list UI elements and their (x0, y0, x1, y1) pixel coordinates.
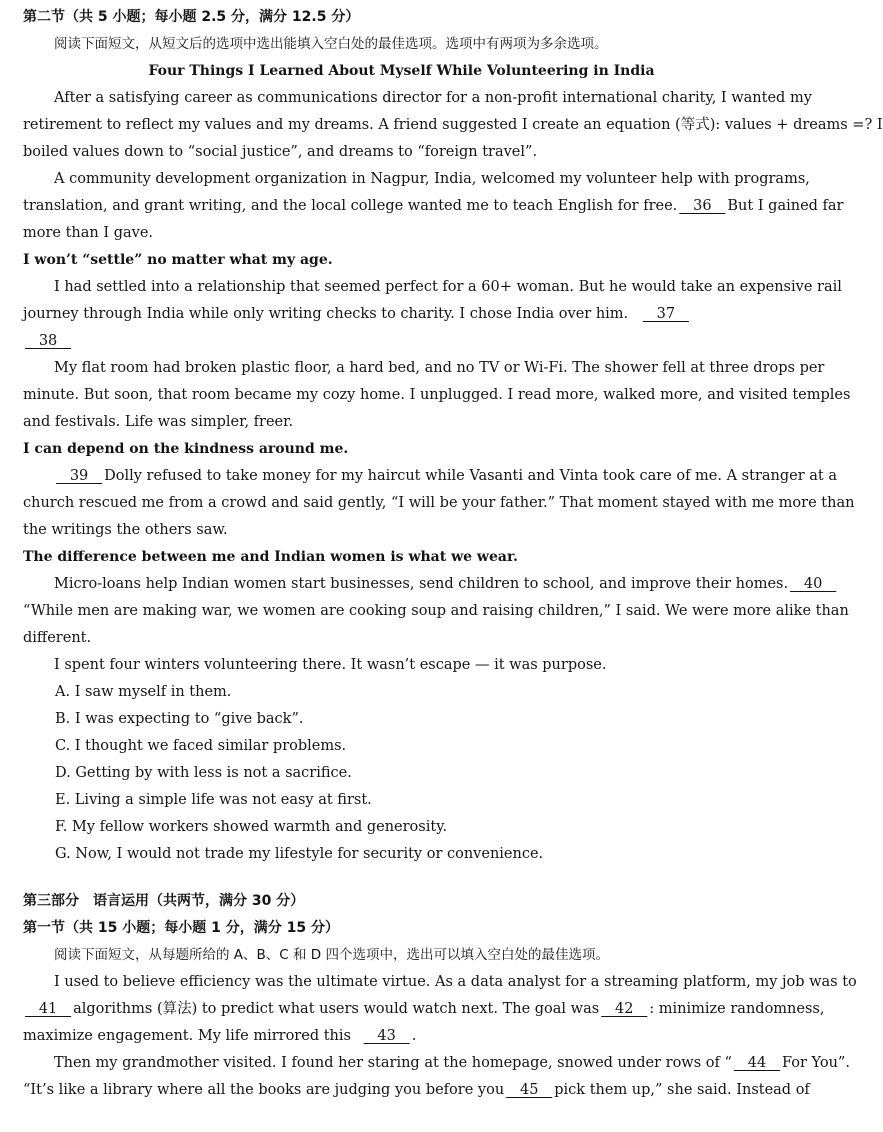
option-c: C. I thought we faced similar problems. (55, 738, 347, 754)
p3-line3 (23, 328, 780, 355)
p2-line2 (23, 193, 844, 220)
p1-line3: boiled values down to “social justice”, and dreams to “foreign travel”. (23, 144, 538, 160)
p5-line3: the writings the others saw. (23, 522, 228, 538)
p3a-line2-text: algorithms (算法) to predict what users would watch next. The goal was (73, 1001, 600, 1017)
option-b: B. I was expecting to “give back”. (55, 711, 304, 727)
blank-45[interactable]: 45 (506, 1082, 553, 1098)
p3b-line2-tail: pick them up,” she said. Instead of (554, 1082, 810, 1098)
p3-line2 (23, 301, 780, 328)
p2-line2-tail: But I gained far (727, 198, 844, 214)
p4-line1: My flat room had broken plastic floor, a hard bed, and no TV or Wi-Fi. The shower fell at three drops per (54, 360, 825, 376)
part3-header: 第三部分 语言运用（共两节，满分 30 分） (23, 893, 305, 909)
section2-instruction: 阅读下面短文，从短文后的选项中选出能填入空白处的最佳选项。选项中有两项为多余选项。 (54, 36, 608, 52)
p3-line2-text: journey through India while only writing checks to charity. I chose India over him. (23, 306, 629, 322)
p5-line1 (23, 463, 837, 490)
subheading-difference: The difference between me and Indian women is what we wear. (23, 549, 518, 565)
p2-line2-text: translation, and grant writing, and the local college wanted me to teach English for free. (23, 198, 678, 214)
blank-44[interactable]: 44 (733, 1055, 780, 1071)
p5-line1-text: Dolly refused to take money for my haircut while Vasanti and Vinta took care of me. A stranger at a (104, 468, 837, 484)
p6-line1 (23, 571, 837, 598)
p3a-line1: I used to believe efficiency was the ultimate virtue. As a data analyst for a streaming platform, my job was to (54, 974, 857, 990)
p3b-line2-text: “It’s like a library where all the books are judging you before you (23, 1082, 505, 1098)
p1-line1: After a satisfying career as communications director for a non-profit international charity, I wanted my (54, 90, 812, 106)
part3-section1-header: 第一节（共 15 小题；每小题 1 分，满分 15 分） (23, 920, 339, 936)
p6-line1-text: Micro-loans help Indian women start businesses, send children to school, and improve their homes. (54, 576, 789, 592)
p3b-line2 (23, 1077, 810, 1104)
p3-line1: I had settled into a relationship that seemed perfect for a 60+ woman. But he would take an expensive rail (54, 279, 842, 295)
p6-line3: different. (23, 630, 92, 646)
part3-instruction: 阅读下面短文，从每题所给的 A、B、C 和 D 四个选项中，选出可以填入空白处的最佳选项。 (54, 947, 609, 963)
p2-line3: more than I gave. (23, 225, 154, 241)
option-f: F. My fellow workers showed warmth and generosity. (55, 819, 448, 835)
blank-39[interactable]: 39 (56, 468, 103, 484)
p3b-line1 (23, 1050, 850, 1077)
p7-line: I spent four winters volunteering there. It wasn’t escape — it was purpose. (54, 657, 607, 673)
p3b-line1-tail: For You”. (782, 1055, 850, 1071)
blank-41[interactable]: 41 (25, 1001, 72, 1017)
option-e: E. Living a simple life was not easy at first. (55, 792, 372, 808)
p3a-line3-tail: . (411, 1028, 417, 1044)
blank-43[interactable]: 43 (363, 1028, 410, 1044)
p4-line2: minute. But soon, that room became my cozy home. I unplugged. I read more, walked more, and visited temples (23, 387, 851, 403)
subheading-settle: I won’t “settle” no matter what my age. (23, 252, 333, 268)
p6-line2: “While men are making war, we women are cooking soup and raising children,” I said. We were more alike than (23, 603, 849, 619)
passage-title: Four Things I Learned About Myself While Volunteering in India (148, 63, 655, 79)
blank-42[interactable]: 42 (601, 1001, 648, 1017)
p3a-line2 (23, 996, 825, 1023)
p1-line2: retirement to reflect my values and my dreams. A friend suggested I create an equation (等式): values + dreams =? I (23, 117, 883, 133)
p4-line3: and festivals. Life was simpler, freer. (23, 414, 294, 430)
p2-line1: A community development organization in Nagpur, India, welcomed my volunteer help with programs, (54, 171, 810, 187)
subheading-kindness: I can depend on the kindness around me. (23, 441, 349, 457)
option-a: A. I saw myself in them. (55, 684, 232, 700)
option-d: D. Getting by with less is not a sacrifice. (55, 765, 352, 781)
p3b-line1-text: Then my grandmother visited. I found her staring at the homepage, snowed under rows of “ (54, 1055, 732, 1071)
option-g: G. Now, I would not trade my lifestyle for security or convenience. (55, 846, 544, 862)
blank-37[interactable]: 37 (642, 306, 689, 322)
blank-36[interactable]: 36 (679, 198, 726, 214)
blank-40[interactable]: 40 (790, 576, 837, 592)
blank-38[interactable]: 38 (25, 333, 72, 349)
p5-line2: church rescued me from a crowd and said gently, “I will be your father.” That moment stayed with me more than (23, 495, 855, 511)
section2-header: 第二节（共 5 小题；每小题 2.5 分，满分 12.5 分） (23, 9, 360, 25)
p3a-line3-text: maximize engagement. My life mirrored this (23, 1028, 351, 1044)
p3a-line2-tail: : minimize randomness, (649, 1001, 825, 1017)
p3a-line3 (23, 1023, 780, 1050)
